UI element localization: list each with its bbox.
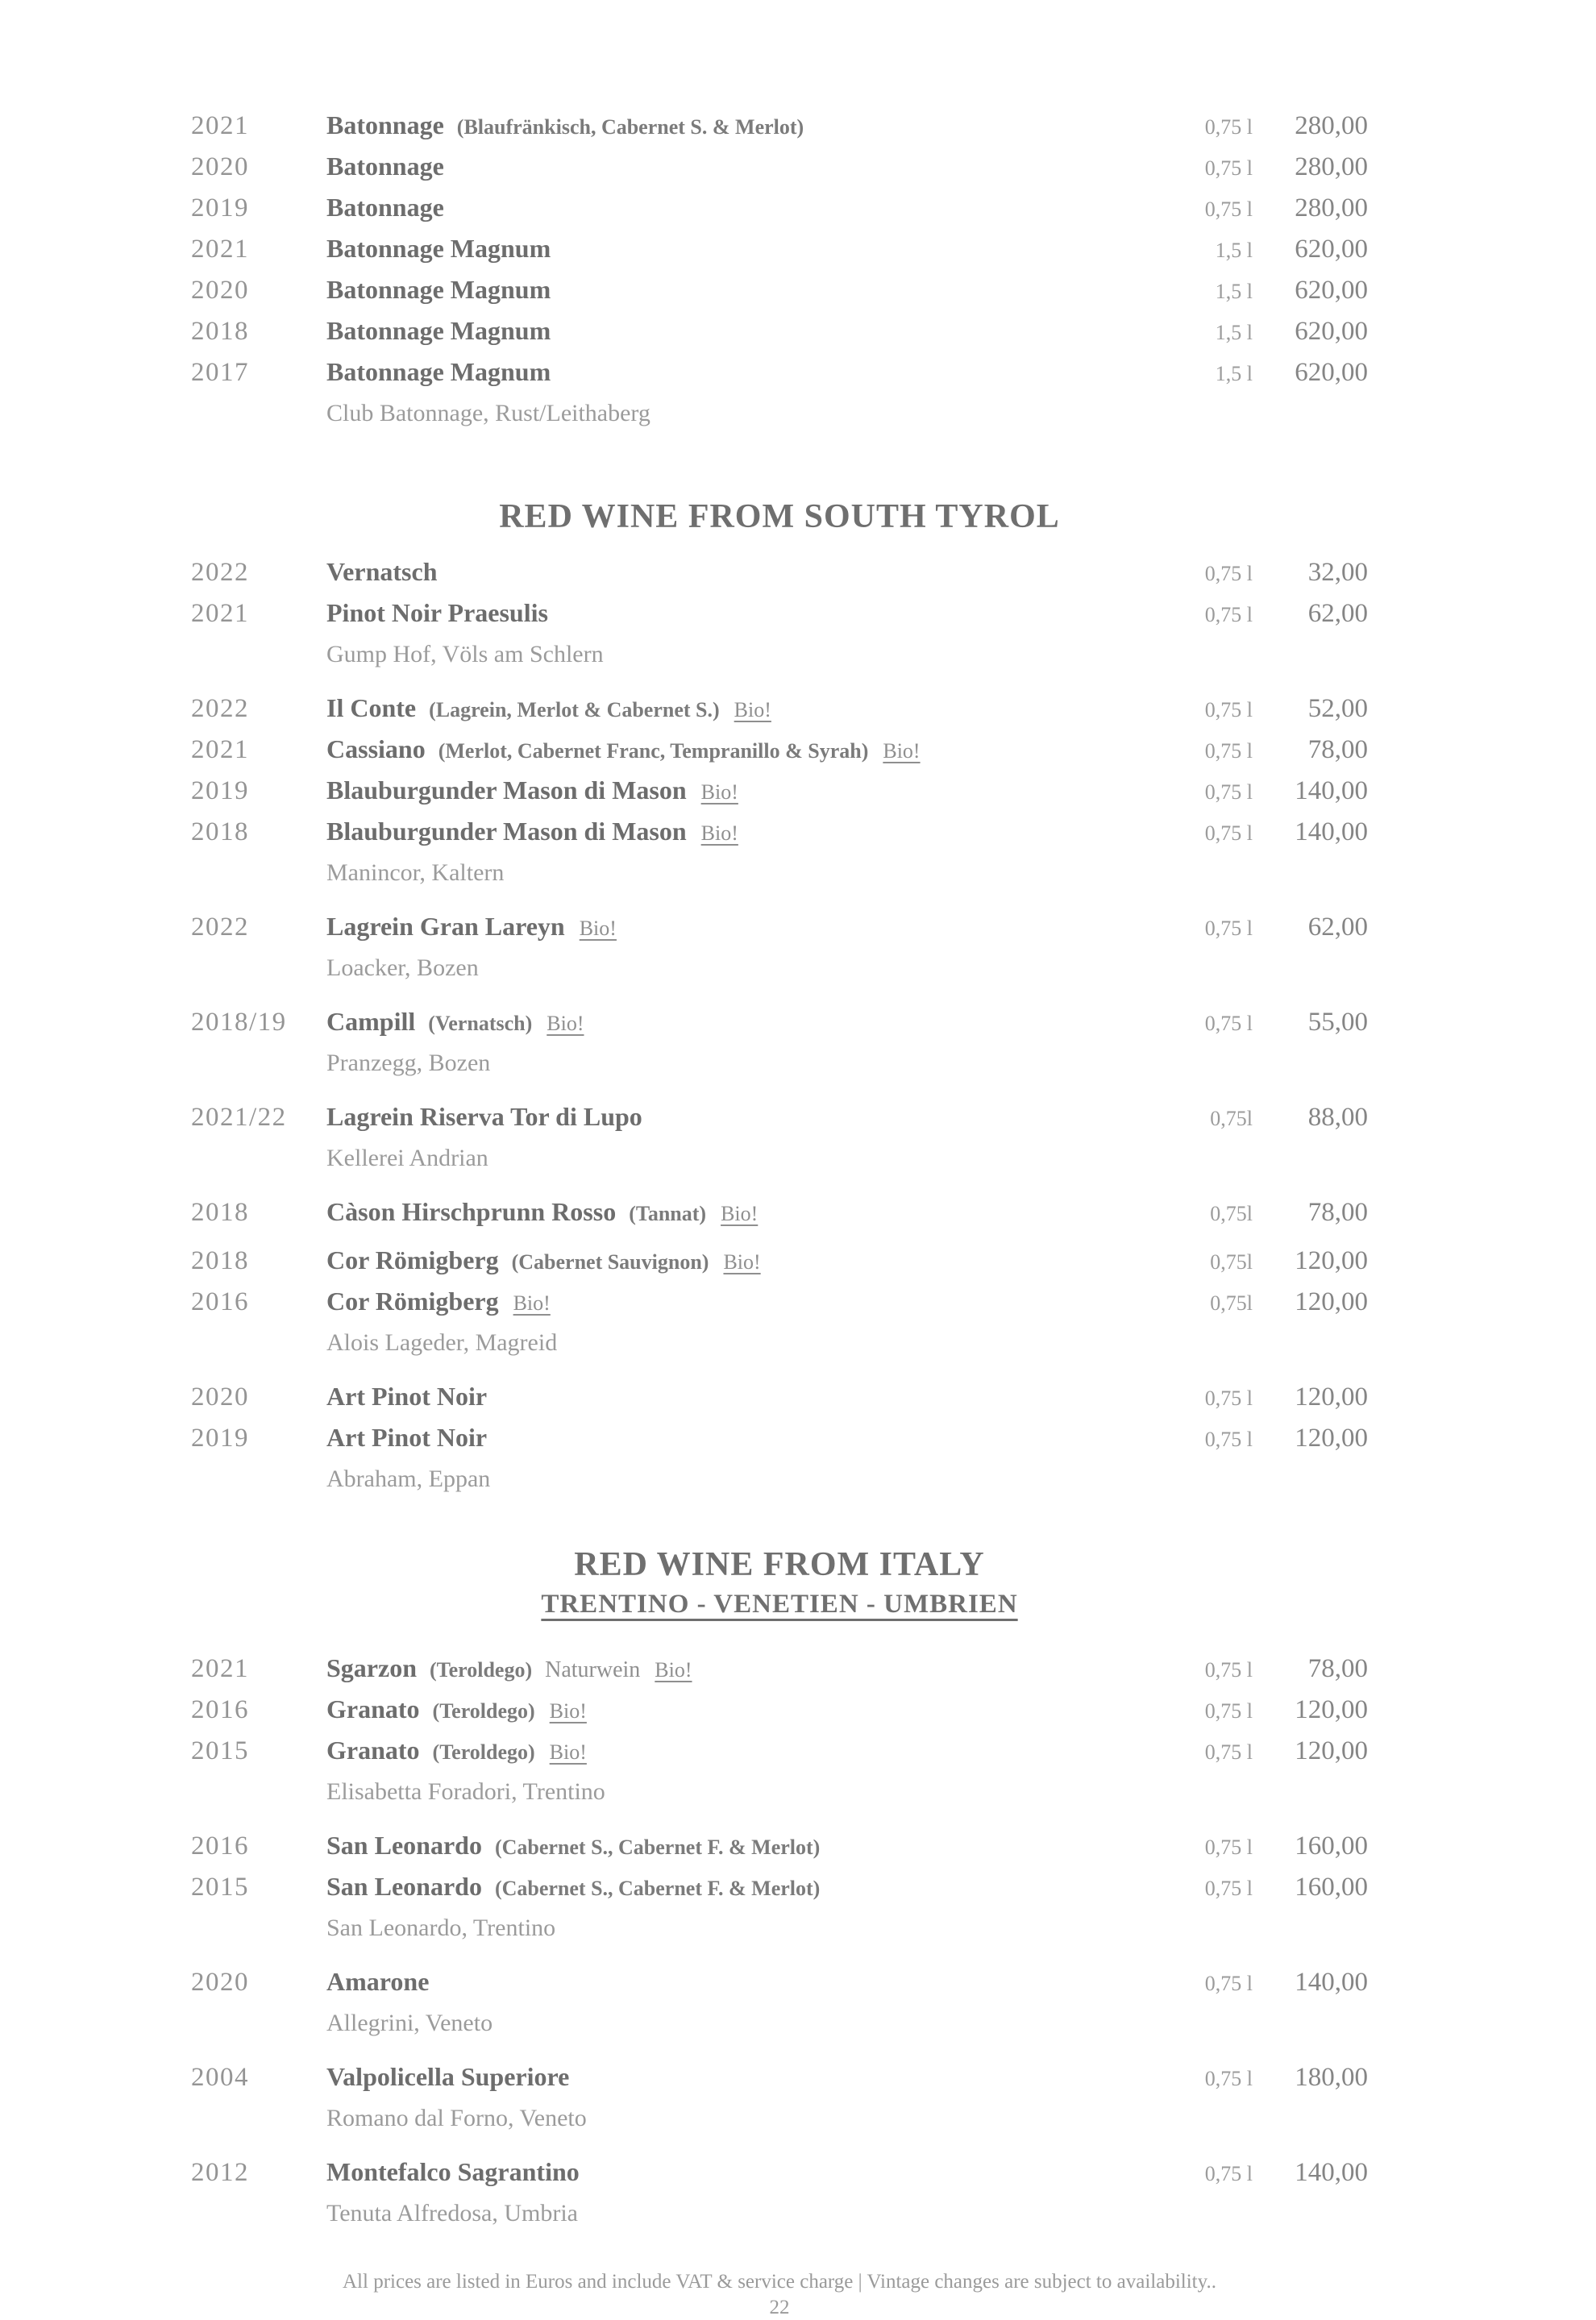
wine-name: Batonnage: [326, 152, 444, 181]
bottle-volume: 0,75 l: [1204, 2162, 1253, 2185]
price: 140,00: [1295, 776, 1368, 805]
grape-varieties: (Vernatsch): [428, 1012, 533, 1035]
wine-row: [191, 1004, 1368, 1045]
wine-row: [191, 1827, 1368, 1869]
page-number: 22: [769, 2297, 790, 2318]
price: 160,00: [1295, 1873, 1368, 1902]
group-rows: [191, 1964, 1368, 2005]
bottle-volume: 0,75 l: [1204, 603, 1253, 626]
wine-name: Cor Römigberg: [326, 1245, 499, 1274]
wine-name: Càson Hirschprunn Rosso: [326, 1197, 617, 1226]
wine-name-cell: [326, 1691, 1164, 1732]
wine-row: [191, 231, 1368, 272]
section-subtitle: TRENTINO - VENETIEN - UMBRIEN: [541, 1590, 1018, 1619]
vintage-year: 2017: [191, 358, 249, 387]
vintage-year: 2022: [191, 694, 249, 723]
price: 62,00: [1307, 599, 1368, 628]
wine-name: Batonnage Magnum: [326, 316, 551, 345]
bio-label: Bio!: [549, 1699, 587, 1723]
vintage-year: 2004: [191, 2063, 249, 2092]
bottle-volume: 0,75l: [1210, 1250, 1253, 1274]
grape-varieties: (Lagrein, Merlot & Cabernet S.): [429, 698, 720, 721]
bottle-volume: 0,75 l: [1204, 780, 1253, 804]
wine-row: [191, 731, 1368, 772]
wine-row: [191, 1420, 1368, 1461]
wine-row: [191, 148, 1368, 189]
wine-row: [191, 595, 1368, 636]
bottle-volume: 0,75 l: [1204, 739, 1253, 763]
bottle-volume: 0,75 l: [1204, 115, 1253, 139]
group-rows: [191, 554, 1368, 636]
footer-note: All prices are listed in Euros and include VAT & service charge | Vintage changes are subject to availability..: [343, 2271, 1216, 2293]
wine-name: Batonnage Magnum: [326, 357, 551, 386]
bottle-volume: 0,75 l: [1204, 1658, 1253, 1682]
bio-label: Bio!: [513, 1291, 551, 1315]
wine-name-cell: [326, 772, 1164, 813]
wine-row: [191, 1378, 1368, 1420]
wine-name: Granato: [326, 1736, 420, 1765]
wine-name-cell: [326, 1194, 1164, 1235]
wine-group: [191, 1964, 1368, 2041]
vintage-year: 2012: [191, 2158, 249, 2187]
wine-row: [191, 189, 1368, 231]
wine-name: Granato: [326, 1694, 420, 1723]
grape-varieties: (Blaufränkisch, Cabernet S. & Merlot): [456, 115, 804, 139]
section-title: RED WINE FROM SOUTH TYROL: [499, 498, 1060, 535]
producer-label: Manincor, Kaltern: [326, 859, 505, 886]
wine-name-cell: [326, 1004, 1164, 1045]
wine-row: [191, 1283, 1368, 1324]
producer-label: Kellerei Andrian: [326, 1145, 488, 1171]
bottle-volume: 0,75 l: [1204, 1972, 1253, 1995]
group-rows: [191, 1378, 1368, 1461]
bottle-volume: 0,75 l: [1204, 1428, 1253, 1451]
price: 32,00: [1307, 558, 1368, 587]
wine-name: Blauburgunder Mason di Mason: [326, 775, 687, 805]
wine-group: [191, 908, 1368, 986]
grape-varieties: (Cabernet S., Cabernet F. & Merlot): [494, 1877, 821, 1900]
wine-group: [191, 1827, 1368, 1946]
bottle-volume: 0,75l: [1210, 1107, 1253, 1130]
section-groups: [191, 1650, 1368, 2231]
vintage-year: 2018: [191, 317, 249, 346]
price: 55,00: [1307, 1008, 1368, 1037]
price: 120,00: [1295, 1424, 1368, 1453]
wine-name: Art Pinot Noir: [326, 1423, 488, 1452]
vintage-year: 2018: [191, 817, 249, 846]
page-footer: [191, 2268, 1368, 2320]
section-groups: [191, 554, 1368, 1497]
wine-name-cell: [326, 1378, 1164, 1420]
price: 62,00: [1307, 913, 1368, 942]
wine-group: [191, 1650, 1368, 1810]
bottle-volume: 0,75 l: [1204, 197, 1253, 221]
wine-row: [191, 690, 1368, 731]
producer-label: Loacker, Bozen: [326, 954, 479, 981]
wine-group: [191, 1099, 1368, 1176]
wine-section: [191, 107, 1368, 431]
vintage-year: 2020: [191, 152, 249, 181]
wine-name-cell: [326, 313, 1164, 354]
section-groups: [191, 107, 1368, 431]
wine-name: Art Pinot Noir: [326, 1382, 488, 1411]
price: 180,00: [1295, 2063, 1368, 2092]
wine-name: Batonnage Magnum: [326, 275, 551, 304]
price: 120,00: [1295, 1382, 1368, 1412]
price: 280,00: [1295, 152, 1368, 181]
wine-name-cell: [326, 272, 1164, 313]
wine-group: [191, 1004, 1368, 1081]
vintage-year: 2021: [191, 235, 249, 264]
wine-list: [191, 107, 1368, 2231]
bio-label: Bio!: [700, 821, 738, 845]
bottle-volume: 0,75 l: [1204, 917, 1253, 940]
vintage-year: 2021: [191, 111, 249, 140]
vintage-year: 2016: [191, 1695, 249, 1724]
vintage-year: 2016: [191, 1831, 249, 1861]
wine-row: [191, 313, 1368, 354]
group-rows: [191, 2154, 1368, 2195]
producer-label: Club Batonnage, Rust/Leithaberg: [326, 400, 650, 426]
group-rows: [191, 2059, 1368, 2100]
wine-row: [191, 272, 1368, 313]
wine-name: Sgarzon: [326, 1653, 417, 1682]
vintage-year: 2022: [191, 558, 249, 587]
grape-varieties: (Cabernet S., Cabernet F. & Merlot): [494, 1836, 821, 1859]
wine-group: [191, 1378, 1368, 1497]
vintage-year: 2018/19: [191, 1008, 287, 1037]
wine-name-cell: [326, 731, 1164, 772]
wine-name-cell: [326, 2059, 1164, 2100]
wine-name-cell: [326, 107, 1164, 148]
wine-row: [191, 354, 1368, 395]
wine-name-cell: [326, 1099, 1164, 1140]
wine-row: [191, 908, 1368, 950]
wine-name: Amarone: [326, 1967, 430, 1996]
wine-row: [191, 1964, 1368, 2005]
wine-name: Cassiano: [326, 734, 426, 763]
bottle-volume: 0,75 l: [1204, 1699, 1253, 1723]
wine-row: [191, 1869, 1368, 1910]
bottle-volume: 0,75 l: [1204, 562, 1253, 585]
wine-name-cell: [326, 690, 1164, 731]
bio-label: Bio!: [734, 698, 771, 721]
wine-name: Lagrein Gran Lareyn: [326, 912, 565, 941]
wine-name: Batonnage Magnum: [326, 234, 551, 263]
grape-varieties: (Teroldego): [432, 1740, 535, 1764]
wine-name-cell: [326, 354, 1164, 395]
grape-varieties: (Cabernet Sauvignon): [511, 1250, 709, 1274]
bottle-volume: 0,75 l: [1204, 2067, 1253, 2090]
wine-name: Montefalco Sagrantino: [326, 2157, 580, 2186]
bottle-volume: 1,5 l: [1215, 362, 1253, 385]
wine-group: [191, 690, 1368, 891]
vintage-year: 2020: [191, 276, 249, 305]
wine-row: [191, 1650, 1368, 1691]
wine-row: [191, 772, 1368, 813]
wine-name: Batonnage: [326, 110, 444, 139]
bottle-volume: 0,75 l: [1204, 1387, 1253, 1410]
bio-label: Bio!: [547, 1012, 584, 1035]
group-rows: [191, 1099, 1368, 1140]
price: 78,00: [1307, 1654, 1368, 1683]
vintage-year: 2015: [191, 1736, 249, 1765]
price: 78,00: [1307, 735, 1368, 764]
bottle-volume: 0,75 l: [1204, 821, 1253, 845]
wine-row: [191, 1099, 1368, 1140]
wine-name-cell: [326, 595, 1164, 636]
wine-name: Cor Römigberg: [326, 1287, 499, 1316]
wine-name: San Leonardo: [326, 1831, 482, 1860]
price: 280,00: [1295, 111, 1368, 140]
wine-name: Blauburgunder Mason di Mason: [326, 817, 687, 846]
price: 160,00: [1295, 1831, 1368, 1861]
group-rows: [191, 908, 1368, 950]
wine-name: San Leonardo: [326, 1872, 482, 1901]
wine-name-cell: [326, 1420, 1164, 1461]
grape-varieties: (Merlot, Cabernet Franc, Tempranillo & Syrah): [438, 739, 869, 763]
wine-group: [191, 2154, 1368, 2231]
group-rows: [191, 1827, 1368, 1910]
wine-name: Il Conte: [326, 693, 417, 722]
bottle-volume: 0,75 l: [1204, 698, 1253, 721]
group-rows: [191, 1194, 1368, 1324]
price: 120,00: [1295, 1287, 1368, 1316]
grape-varieties: (Teroldego): [430, 1658, 533, 1682]
price: 620,00: [1295, 276, 1368, 305]
group-rows: [191, 690, 1368, 854]
price: 140,00: [1295, 1968, 1368, 1997]
wine-name: Vernatsch: [326, 557, 438, 586]
wine-section: [191, 496, 1368, 1497]
vintage-year: 2018: [191, 1246, 249, 1275]
vintage-year: 2018: [191, 1198, 249, 1227]
wine-name: Lagrein Riserva Tor di Lupo: [326, 1102, 642, 1131]
grape-varieties: (Teroldego): [432, 1699, 535, 1723]
vintage-year: 2019: [191, 1424, 249, 1453]
bottle-volume: 1,5 l: [1215, 239, 1253, 262]
group-rows: [191, 1004, 1368, 1045]
wine-name-cell: [326, 554, 1164, 595]
bio-label: Bio!: [655, 1658, 692, 1682]
bottle-volume: 0,75 l: [1204, 1740, 1253, 1764]
bottle-volume: 0,75 l: [1204, 1836, 1253, 1859]
vintage-year: 2019: [191, 193, 249, 222]
wine-name: Campill: [326, 1007, 416, 1036]
bio-label: Bio!: [883, 739, 921, 763]
wine-name-cell: [326, 1732, 1164, 1773]
naturwein-label: Naturwein: [545, 1657, 641, 1682]
wine-name-cell: [326, 231, 1164, 272]
section-title: RED WINE FROM ITALY: [574, 1546, 985, 1583]
wine-row: [191, 1691, 1368, 1732]
producer-label: Abraham, Eppan: [326, 1466, 491, 1492]
bio-label: Bio!: [721, 1202, 759, 1225]
wine-name-cell: [326, 2154, 1164, 2195]
price: 140,00: [1295, 2158, 1368, 2187]
price: 52,00: [1307, 694, 1368, 723]
price: 78,00: [1307, 1198, 1368, 1227]
group-rows: [191, 1650, 1368, 1773]
wine-row: [191, 2154, 1368, 2195]
wine-name-cell: [326, 148, 1164, 189]
vintage-year: 2021/22: [191, 1103, 287, 1132]
wine-group: [191, 554, 1368, 672]
wine-row: [191, 813, 1368, 854]
wine-name-cell: [326, 813, 1164, 854]
wine-name-cell: [326, 1650, 1164, 1691]
wine-name-cell: [326, 189, 1164, 231]
wine-name-cell: [326, 908, 1164, 950]
wine-group: [191, 2059, 1368, 2136]
producer-label: Elisabetta Foradori, Trentino: [326, 1778, 605, 1805]
vintage-year: 2022: [191, 913, 249, 942]
wine-row: [191, 107, 1368, 148]
bottle-volume: 0,75 l: [1204, 1012, 1253, 1035]
price: 140,00: [1295, 817, 1368, 846]
producer-label: Romano dal Forno, Veneto: [326, 2105, 587, 2131]
bottle-volume: 0,75l: [1210, 1291, 1253, 1315]
wine-section: [191, 1544, 1368, 2231]
wine-row: [191, 1732, 1368, 1773]
producer-label: Pranzegg, Bozen: [326, 1050, 491, 1076]
producer-label: Gump Hof, Völs am Schlern: [326, 641, 604, 667]
wine-group: [191, 1194, 1368, 1361]
wine-name-cell: [326, 1869, 1164, 1910]
wine-row: [191, 1194, 1368, 1235]
price: 620,00: [1295, 358, 1368, 387]
price: 620,00: [1295, 317, 1368, 346]
bio-label: Bio!: [579, 917, 617, 940]
price: 280,00: [1295, 193, 1368, 222]
wine-row: [191, 1242, 1368, 1283]
grape-varieties: (Tannat): [629, 1202, 707, 1225]
wine-name-cell: [326, 1964, 1164, 2005]
wine-name: Valpolicella Superiore: [326, 2062, 570, 2091]
vintage-year: 2021: [191, 599, 249, 628]
wine-name-cell: [326, 1242, 1164, 1283]
producer-label: San Leonardo, Trentino: [326, 1915, 556, 1941]
vintage-year: 2019: [191, 776, 249, 805]
bio-label: Bio!: [549, 1740, 587, 1764]
bottle-volume: 0,75l: [1210, 1202, 1253, 1225]
vintage-year: 2020: [191, 1382, 249, 1412]
price: 120,00: [1295, 1246, 1368, 1275]
group-rows: [191, 107, 1368, 395]
wine-name-cell: [326, 1283, 1164, 1324]
price: 120,00: [1295, 1695, 1368, 1724]
price: 620,00: [1295, 235, 1368, 264]
vintage-year: 2020: [191, 1968, 249, 1997]
wine-name: Pinot Noir Praesulis: [326, 598, 548, 627]
wine-name-cell: [326, 1827, 1164, 1869]
vintage-year: 2015: [191, 1873, 249, 1902]
bio-label: Bio!: [723, 1250, 761, 1274]
bottle-volume: 0,75 l: [1204, 1877, 1253, 1900]
vintage-year: 2016: [191, 1287, 249, 1316]
price: 88,00: [1307, 1103, 1368, 1132]
wine-name: Batonnage: [326, 193, 444, 222]
bottle-volume: 0,75 l: [1204, 156, 1253, 180]
bottle-volume: 1,5 l: [1215, 280, 1253, 303]
wine-row: [191, 554, 1368, 595]
producer-label: Tenuta Alfredosa, Umbria: [326, 2200, 578, 2226]
wine-row: [191, 2059, 1368, 2100]
producer-label: Allegrini, Veneto: [326, 2010, 493, 2036]
price: 120,00: [1295, 1736, 1368, 1765]
bio-label: Bio!: [700, 780, 738, 804]
bottle-volume: 1,5 l: [1215, 321, 1253, 344]
producer-label: Alois Lageder, Magreid: [326, 1329, 558, 1356]
vintage-year: 2021: [191, 1654, 249, 1683]
wine-group: [191, 107, 1368, 431]
vintage-year: 2021: [191, 735, 249, 764]
